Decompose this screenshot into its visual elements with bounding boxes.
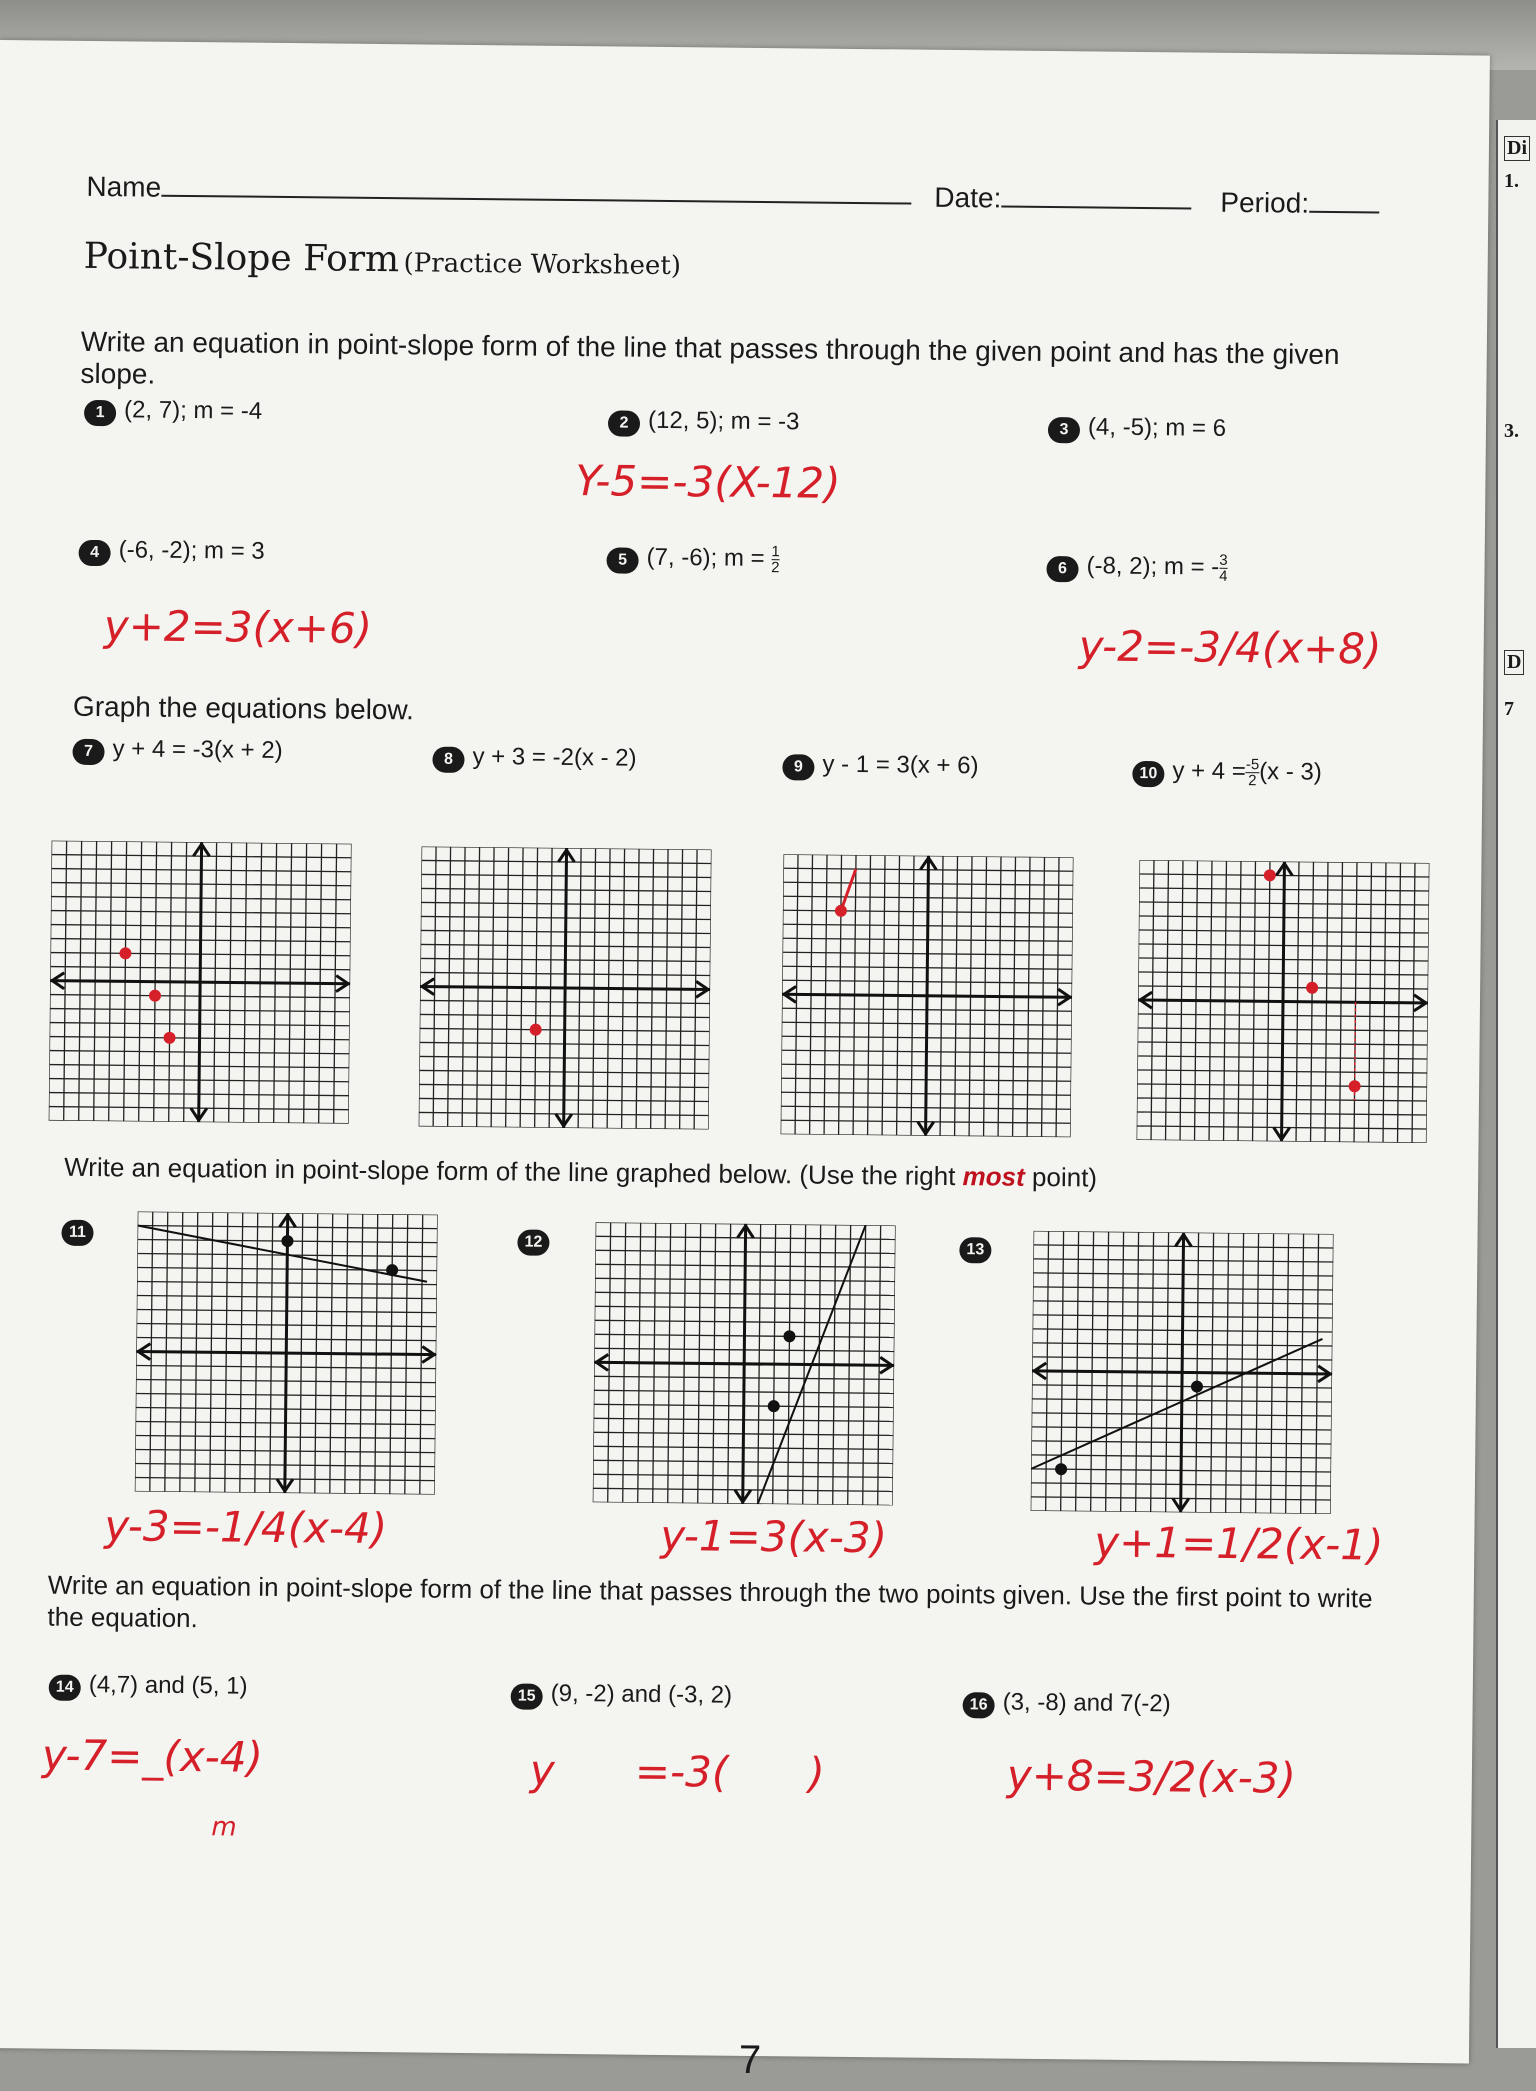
problem-8: 8 y + 3 = -2(x - 2) (432, 743, 636, 775)
neighbor-text: D (1504, 650, 1524, 675)
neighbor-text: 3. (1504, 420, 1519, 442)
problem-15: 15 (9, -2) and (-3, 2) (511, 1679, 733, 1711)
fraction: $\frac{3}{4}$ (1219, 551, 1228, 585)
answer-16: y+8=3/2(x-3) (1006, 1750, 1297, 1803)
answer-14-note: m (211, 1812, 237, 1843)
name-label: Name (86, 170, 162, 203)
section1-instruction: Write an equation in point-slope form of the line that passes through the given point and has the given slope. (80, 325, 1340, 390)
plotted-point (768, 1400, 780, 1412)
problem-11: 11 (61, 1216, 101, 1246)
neighbor-text: 1. (1504, 170, 1519, 192)
answer-15: y =-3( ) (529, 1745, 826, 1798)
problem-10: 10 y + 4 = $\frac{-5}{2}$ (x - 3) (1132, 756, 1322, 789)
section3-instruction: Write an equation in point-slope form of the line graphed below. (Use the right most point) (64, 1151, 1098, 1193)
problem-12: 12 (517, 1225, 557, 1255)
problem-7: 7 y + 4 = -3(x + 2) (72, 735, 282, 767)
problem-13: 13 (959, 1233, 999, 1263)
neighbor-sheet (1496, 120, 1536, 2048)
graph-grid-7 (49, 841, 352, 1124)
plotted-point (1264, 869, 1276, 881)
plotted-point (1306, 982, 1318, 994)
problem-4: 4 (-6, -2); m = 3 (78, 536, 264, 568)
plotted-point (1055, 1463, 1067, 1475)
period-label: Period: (1220, 186, 1310, 219)
worksheet-page (0, 40, 1490, 2083)
worksheet-subtitle: (Practice Worksheet) (403, 248, 682, 282)
name-field (86, 171, 911, 212)
answer-12: y-1=3(x-3) (660, 1510, 888, 1563)
plotted-point (1191, 1381, 1203, 1393)
given-line (1031, 1336, 1322, 1472)
problem-5: 5 (7, -6); m = $\frac{1}{2}$ (606, 542, 779, 575)
plotted-point (281, 1235, 293, 1247)
period-field (1220, 187, 1379, 221)
worksheet-title: Point-Slope Form (83, 235, 400, 281)
problem-6: 6 (-8, 2); m = - $\frac{3}{4}$ (1046, 551, 1227, 584)
answer-2: Y-5=-3(X-12) (575, 456, 841, 508)
neighbor-text: Di (1504, 136, 1530, 161)
answer-6: y-2=-3/4(x+8) (1078, 621, 1382, 674)
graph-grid-8 (419, 846, 712, 1129)
worksheet-title-row (84, 236, 682, 283)
plotted-point (530, 1024, 542, 1036)
graph-grid-9 (781, 854, 1074, 1137)
problem-3: 3 (4, -5); m = 6 (1048, 413, 1226, 445)
date-field (934, 182, 1191, 217)
problem-9: 9 y - 1 = 3(x + 6) (782, 750, 978, 782)
plotted-point (119, 947, 131, 959)
graph-grid-11 (135, 1212, 438, 1495)
graph-grid-12 (593, 1222, 896, 1505)
plotted-point (149, 990, 161, 1002)
fraction: $\frac{1}{2}$ (771, 543, 780, 577)
date-label: Date: (934, 181, 1002, 214)
problem-14: 14 (4,7) and (5, 1) (49, 1671, 248, 1703)
section2-instruction: Graph the equations below. (72, 690, 415, 726)
problem-1: 1 (2, 7); m = -4 (84, 396, 262, 428)
answer-11: y-3=-1/4(x-4) (104, 1501, 388, 1554)
answer-14: y-7=_(x-4) (41, 1730, 264, 1782)
answer-4: y+2=3(x+6) (103, 601, 373, 653)
section4-instruction: Write an equation in point-slope form of the line that passes through the two points given. Use the first point to write the equation. (47, 1569, 1373, 1634)
drawn-line (841, 869, 856, 911)
plotted-point (163, 1032, 175, 1044)
fraction: $\frac{-5}{2}$ (1245, 756, 1260, 790)
neighbor-text: 7 (1504, 698, 1514, 720)
problem-16: 16 (3, -8) and 7(-2) (962, 1688, 1170, 1720)
graph-grid-13 (1031, 1231, 1334, 1514)
problem-2: 2 (12, 5); m = -3 (608, 406, 800, 438)
graph-grid-10 (1137, 860, 1430, 1143)
answer-13: y+1=1/2(x-1) (1094, 1517, 1384, 1570)
plotted-point (783, 1330, 795, 1342)
page-number: 7 (738, 2037, 762, 2083)
